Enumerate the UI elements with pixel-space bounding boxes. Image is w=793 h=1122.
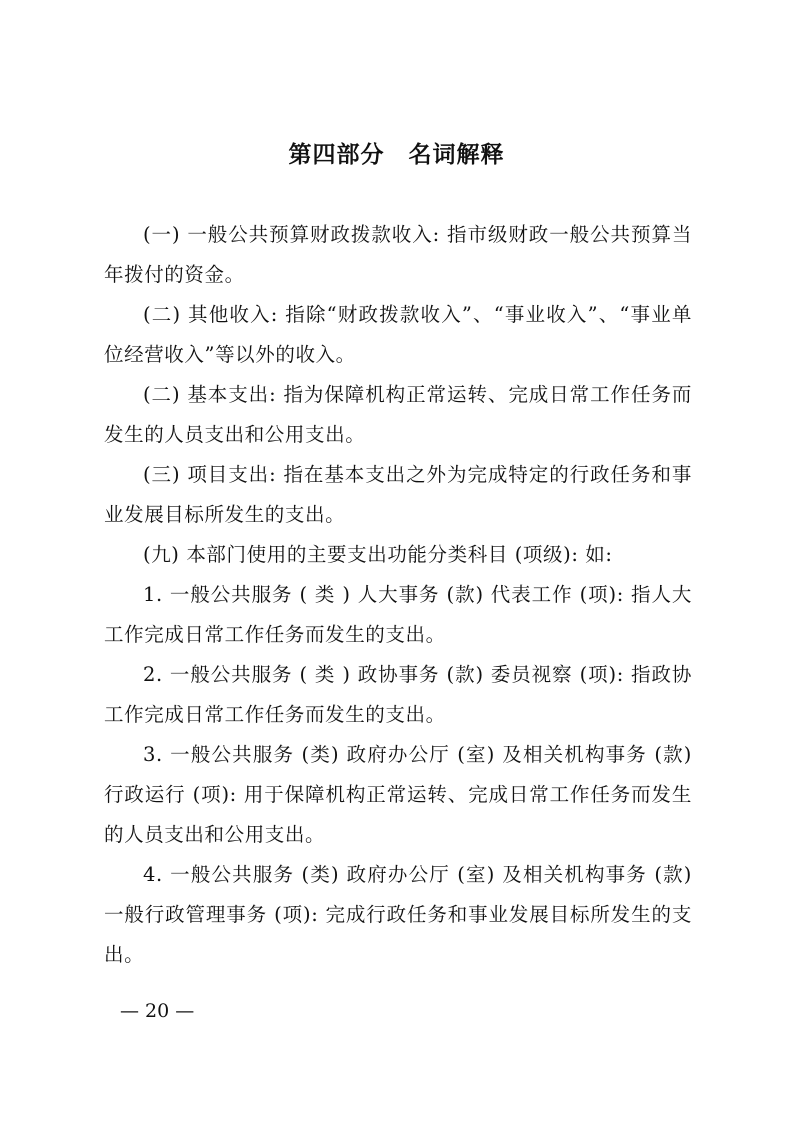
document-body	[104, 215, 692, 975]
paragraph-other-income: (二) 其他收入: 指除“财政拨款收入”、“事业收入”、“事业单位经营收入”等以外的收入。	[104, 303, 692, 366]
paragraph-item-4: 4. 一般公共服务 (类) 政府办公厅 (室) 及相关机构事务 (款) 一般行政管理事务 (项): 完成行政任务和事业发展目标所发生的支出。	[104, 863, 692, 966]
paragraph-function-classification-intro: (九) 本部门使用的主要支出功能分类科目 (项级): 如:	[143, 543, 613, 566]
page-number: — 20 —	[120, 1000, 195, 1022]
page-title: 第四部分 名词解释	[288, 142, 505, 168]
paragraph-project-expenditure: (三) 项目支出: 指在基本支出之外为完成特定的行政任务和事业发展目标所发生的支出。	[104, 463, 692, 526]
paragraph-budget-appropriation-income: (一) 一般公共预算财政拨款收入: 指市级财政一般公共预算当年拨付的资金。	[104, 223, 692, 286]
paragraph-item-3: 3. 一般公共服务 (类) 政府办公厅 (室) 及相关机构事务 (款) 行政运行 (项): 用于保障机构正常运转、完成日常工作任务而发生的人员支出和公用支出。	[104, 743, 692, 846]
paragraph-item-2: 2. 一般公共服务 ( 类 ) 政协事务 (款) 委员视察 (项): 指政协工作完成日常工作任务而发生的支出。	[104, 663, 692, 726]
paragraph-item-1: 1. 一般公共服务 ( 类 ) 人大事务 (款) 代表工作 (项): 指人大工作完成日常工作任务而发生的支出。	[104, 583, 692, 646]
paragraph-basic-expenditure: (二) 基本支出: 指为保障机构正常运转、完成日常工作任务而发生的人员支出和公用支出。	[104, 383, 692, 446]
